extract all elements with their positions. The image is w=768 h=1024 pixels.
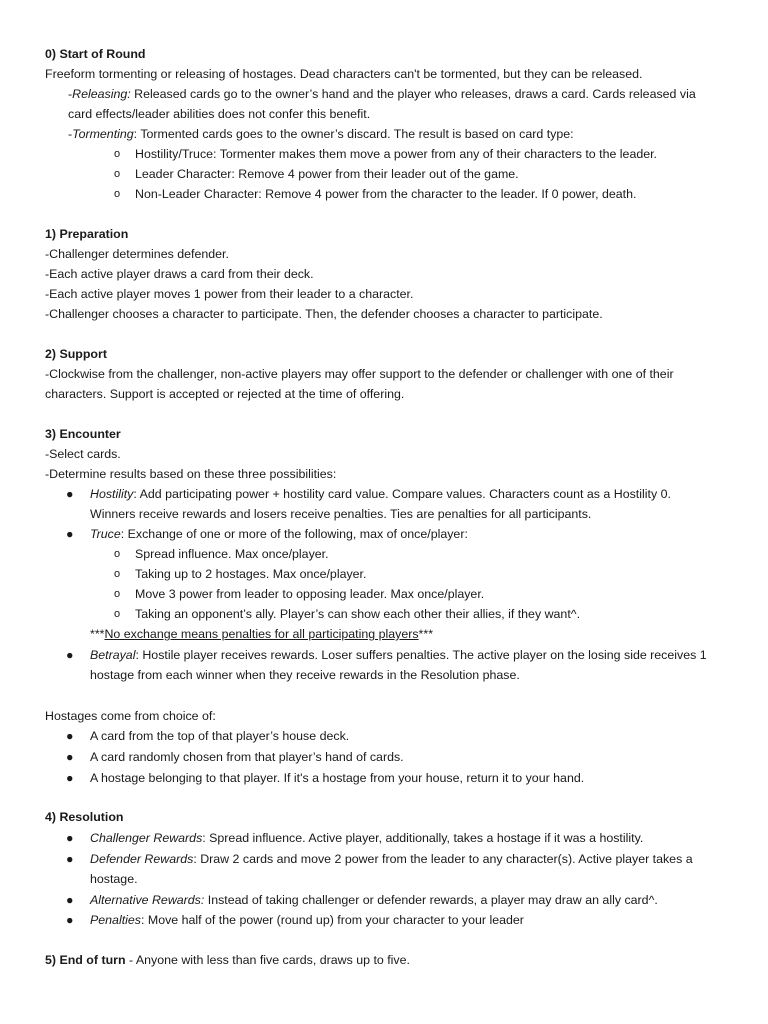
hostage-option: ● A hostage belonging to that player. If it's a hostage from your house, return it to your hand. [90, 768, 584, 788]
bullet-icon: ● [66, 487, 74, 501]
no-exchange-note: ***No exchange means penalties for all participating players*** [90, 627, 434, 641]
sub-bullet-icon: o [114, 588, 121, 600]
hostility-item: ● Hostility: Add participating power + hostility card value. Compare values. Characters count as a Hostility 0. [90, 484, 671, 504]
section-5-line: 5) End of turn - Anyone with less than five cards, draws up to five. [45, 953, 410, 967]
preparation-line: -Challenger chooses a character to participate. Then, the defender chooses a character to participate. [45, 307, 603, 321]
section-2-heading: 2) Support [45, 347, 107, 361]
releasing-line-cont: card effects/leader abilities does not confer this benefit. [68, 107, 371, 121]
tormenting-sub-item: o Leader Character: Remove 4 power from their leader out of the game. [135, 164, 519, 184]
truce-item: ● Truce: Exchange of one or more of the following, max of once/player: [90, 524, 468, 544]
sub-bullet-icon: o [114, 168, 121, 180]
bullet-icon: ● [66, 913, 74, 927]
defender-rewards-item: ● Defender Rewards: Draw 2 cards and move 2 power from the leader to any character(s). Active player takes a [90, 849, 693, 869]
sub-bullet-icon: o [114, 148, 121, 160]
bullet-icon: ● [66, 648, 74, 662]
hostages-intro: Hostages come from choice of: [45, 709, 216, 723]
sub-bullet-icon: o [114, 548, 121, 560]
betrayal-item-cont: hostage from each winner when they receive rewards in the Resolution phase. [90, 668, 520, 682]
truce-sub-item: o Taking up to 2 hostages. Max once/player. [135, 564, 366, 584]
encounter-line: -Select cards. [45, 447, 121, 461]
section-1-heading: 1) Preparation [45, 227, 129, 241]
tormenting-sub-item: o Hostility/Truce: Tormenter makes them move a power from any of their characters to the leader. [135, 144, 657, 164]
support-line-cont: characters. Support is accepted or rejected at the time of offering. [45, 387, 405, 401]
section-3-heading: 3) Encounter [45, 427, 121, 441]
sub-bullet-icon: o [114, 568, 121, 580]
sub-bullet-icon: o [114, 608, 121, 620]
truce-sub-item: o Taking an opponent’s ally. Player’s can show each other their allies, if they want^. [135, 604, 580, 624]
section-0-line: Freeform tormenting or releasing of hostages. Dead characters can't be tormented, but they can be released. [45, 67, 643, 81]
tormenting-sub-item: o Non-Leader Character: Remove 4 power from the character to the leader. If 0 power, death. [135, 184, 636, 204]
releasing-line: -Releasing: Released cards go to the owner’s hand and the player who releases, draws a card. Cards released via [68, 87, 696, 101]
support-line: -Clockwise from the challenger, non-active players may offer support to the defender or challenger with one of their [45, 367, 674, 381]
defender-rewards-cont: hostage. [90, 872, 138, 886]
alternative-rewards-item: ● Alternative Rewards: Instead of taking challenger or defender rewards, a player may draw an ally card^. [90, 890, 658, 910]
challenger-rewards-item: ● Challenger Rewards: Spread influence. Active player, additionally, takes a hostage if it was a hostility. [90, 828, 643, 848]
preparation-line: -Challenger determines defender. [45, 247, 229, 261]
bullet-icon: ● [66, 771, 74, 785]
betrayal-item: ● Betrayal: Hostile player receives rewards. Loser suffers penalties. The active player on the losing side receives 1 [90, 645, 707, 665]
bullet-icon: ● [66, 831, 74, 845]
preparation-line: -Each active player draws a card from their deck. [45, 267, 314, 281]
bullet-icon: ● [66, 893, 74, 907]
hostility-item-cont: Winners receive rewards and losers receive penalties. Ties are penalties for all participants. [90, 507, 592, 521]
section-4-heading: 4) Resolution [45, 810, 124, 824]
section-0-heading: 0) Start of Round [45, 47, 146, 61]
truce-sub-item: o Spread influence. Max once/player. [135, 544, 329, 564]
preparation-line: -Each active player moves 1 power from their leader to a character. [45, 287, 414, 301]
encounter-line: -Determine results based on these three possibilities: [45, 467, 337, 481]
bullet-icon: ● [66, 527, 74, 541]
hostage-option: ● A card from the top of that player’s house deck. [90, 726, 349, 746]
bullet-icon: ● [66, 750, 74, 764]
penalties-item: ● Penalties: Move half of the power (round up) from your character to your leader [90, 910, 524, 930]
tormenting-line: -Tormenting: Tormented cards goes to the owner’s discard. The result is based on card type: [68, 127, 574, 141]
bullet-icon: ● [66, 729, 74, 743]
bullet-icon: ● [66, 852, 74, 866]
sub-bullet-icon: o [114, 188, 121, 200]
hostage-option: ● A card randomly chosen from that player’s hand of cards. [90, 747, 404, 767]
truce-sub-item: o Move 3 power from leader to opposing leader. Max once/player. [135, 584, 484, 604]
